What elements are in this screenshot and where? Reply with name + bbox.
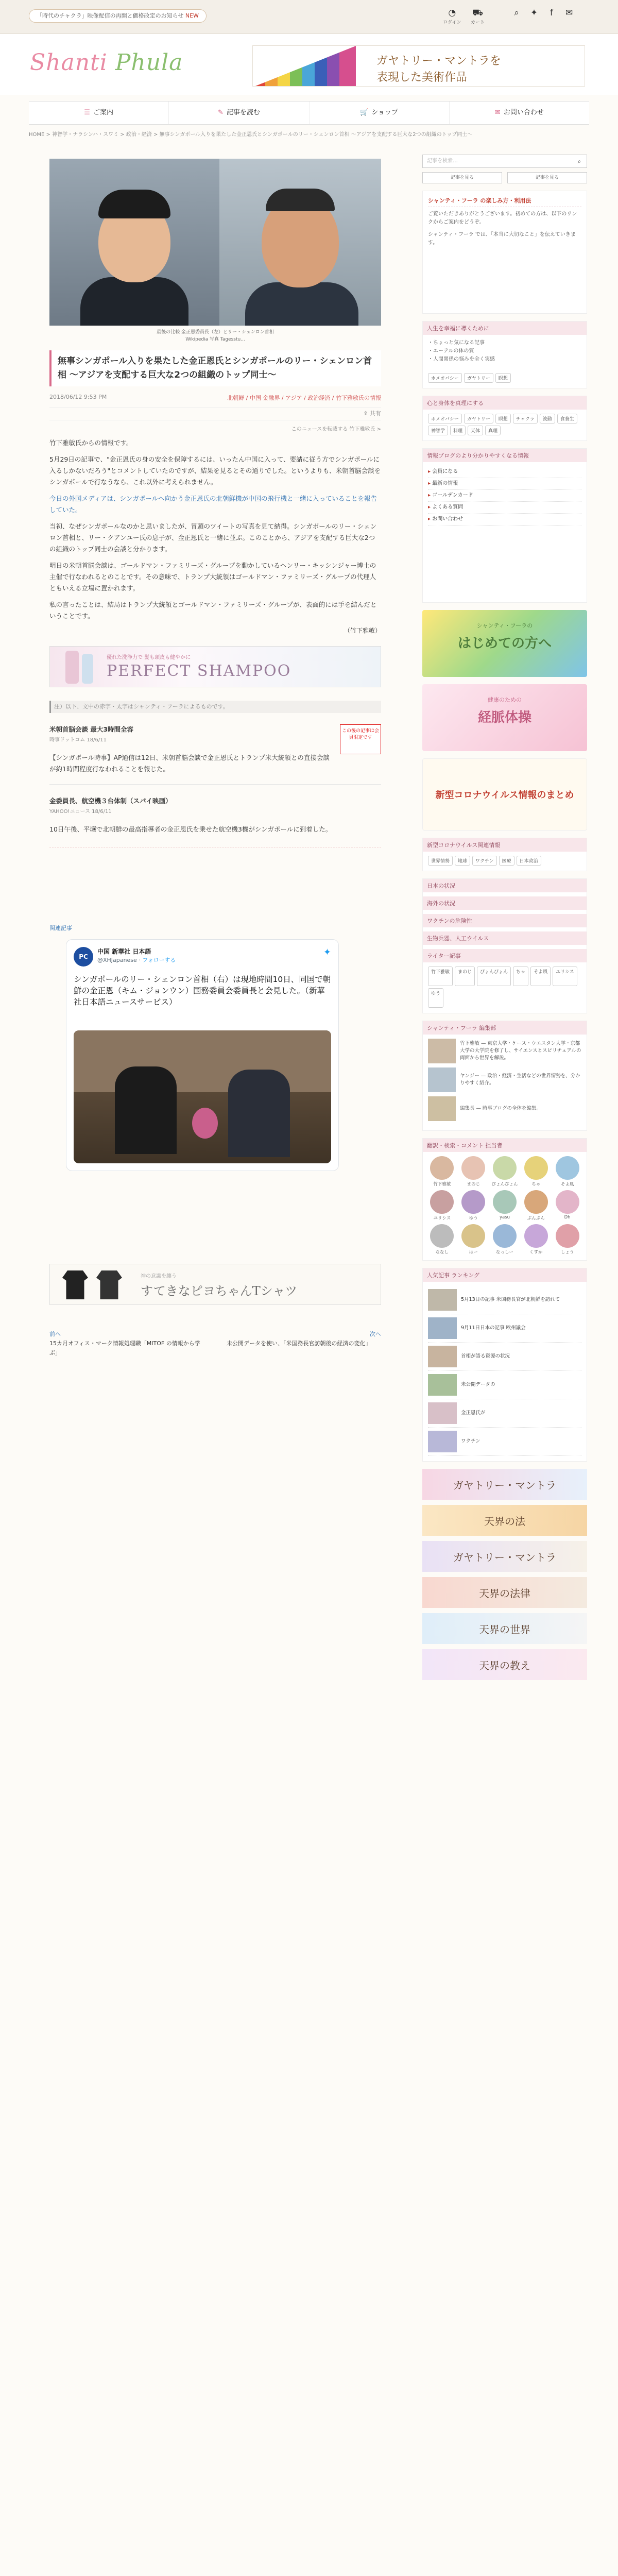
portrait-left <box>49 159 219 326</box>
news-body: 【シンガポール時事】AP通信は12日、米朝首脳会談で金正恩氏とトランプ米大統領との直接会談が約1時間程度行なわれることを報じた。 <box>49 754 330 773</box>
news-body: 10日午後、平壌で北朝鮮の最高指導者の金正恩氏を乗せた航空機3機がシンガポールに到着した。 <box>49 825 332 833</box>
contributor[interactable]: Dh <box>553 1190 581 1221</box>
nav-item-guide[interactable]: ☰ ご案内 <box>29 101 169 124</box>
tag[interactable]: ホメオパシー <box>428 373 462 383</box>
news-source[interactable]: YAHOO!ニュース 18/6/11 <box>49 809 112 815</box>
tag[interactable]: ホメオパシー <box>428 414 462 423</box>
tag[interactable]: まのじ <box>455 967 475 986</box>
contributor[interactable]: 竹下雅敏 <box>428 1156 456 1187</box>
ad-subtitle: 優れた洗浄力で 髪も頭皮も健やかに <box>107 655 191 660</box>
tag[interactable]: 瞑想 <box>495 373 511 383</box>
note-label: 注）以下、文中の赤字・太字はシャンティ・フーラによるものです。 <box>49 701 381 713</box>
ad-title: すてきなピヨちゃんTシャツ <box>141 1284 298 1298</box>
ranking-item[interactable]: 5月13日の記事 米国務長官が北朝鮮を訪れて <box>428 1286 581 1314</box>
banner-strip[interactable]: 天界の世界 <box>422 1613 587 1644</box>
mail-icon: ✉ <box>494 109 501 116</box>
contributor[interactable]: はー <box>459 1224 488 1255</box>
article-meta <box>49 394 381 402</box>
share-icon: ⇪ <box>363 410 370 417</box>
banner-strip[interactable]: 天界の法 <box>422 1505 587 1536</box>
category-item[interactable]: ワクチンの危険性 <box>423 914 587 927</box>
ad-title: PERFECT SHAMPOO <box>107 662 291 680</box>
tweet-text: シンガポールのリー・シェンロン首相（右）は現地時間10日、同国で朝鮮の金正恩（キム・ジョンウン）国務委員会委員長と会見した。（新華社日本語ニュースサービス） <box>74 975 331 1007</box>
sidebar-link[interactable]: ▸ よくある質問 <box>428 502 581 514</box>
intro-box: シャンティ・フーラ の楽しみ方・利用法 ご覧いただきありがとうございます。初めての方は、以下のリンクからご案内をどうぞ。 シャンティ・フーラ では、「本当に大切なこと」を伝えていきます。 <box>422 191 587 314</box>
box-heading: 人気記事 ランキング <box>423 1268 587 1282</box>
tshirt-image <box>96 1270 122 1299</box>
ranking-item[interactable]: 首相が語る資源の状況 <box>428 1343 581 1371</box>
tags-box <box>422 396 587 441</box>
menu-icon: ☰ <box>84 109 90 116</box>
facebook-icon: f <box>550 8 553 18</box>
shampoo-ad-banner[interactable] <box>49 646 381 687</box>
author-sign: （竹下雅敏） <box>344 627 381 634</box>
hero-image <box>49 159 381 326</box>
tag[interactable]: 真理 <box>485 426 501 435</box>
avatar: PC <box>74 947 93 967</box>
article-main <box>49 159 381 1358</box>
contributor[interactable]: yasu <box>491 1190 519 1221</box>
bottle-image <box>65 651 79 684</box>
banner-strip[interactable]: ガヤトリー・マントラ <box>422 1469 587 1500</box>
tweet-author[interactable]: 中国 新華社 日本語 <box>97 948 151 955</box>
sidebar-link[interactable]: ▸ 最新の情報 <box>428 478 581 490</box>
author-item[interactable]: 編集長 — 時事ブログの全体を編集。 <box>428 1096 581 1121</box>
tag[interactable]: ちゃ <box>513 967 528 986</box>
bless-box: 人生を幸福に導くために ・ちょっと気になる記事 ・エーテルの体の質 ・人間関係の悩みを全く実感 ホメオパシー ガヤトリー 瞑想 <box>422 321 587 388</box>
search-input[interactable]: 記事を検索… <box>427 158 458 164</box>
ranking-box <box>422 1268 587 1462</box>
covid-info-ad[interactable]: 新型コロナウイルス情報のまとめ <box>422 758 587 831</box>
news-block <box>49 796 381 835</box>
sidebar-link[interactable]: ▸ お問い合わせ <box>428 514 581 526</box>
banner-strip[interactable]: 天界の教え <box>422 1649 587 1680</box>
tag[interactable]: 食養生 <box>557 414 577 423</box>
category-box <box>422 878 587 1013</box>
category-item[interactable]: ライター記事 <box>423 949 587 962</box>
category-item[interactable]: 海外の状況 <box>423 896 587 910</box>
author-item[interactable]: 竹下雅敏 — 東京大学・ケース・ウエスタン大学・京都大学の大学院を修了し、サイエンスとスピリチュアルの両面から世界を解説。 <box>428 1039 581 1063</box>
tag[interactable]: ゆう <box>428 988 443 1008</box>
contributor[interactable]: まのじ <box>459 1156 488 1187</box>
news-source[interactable]: 時事ドットコム 18/6/11 <box>49 737 107 743</box>
author-photo <box>428 1039 456 1063</box>
contributor[interactable]: ユリシス <box>428 1190 456 1221</box>
mail-icon: ✉ <box>565 8 573 18</box>
cart-icon: 🛒 <box>360 109 369 116</box>
body-paragraph: 5月29日の記事で、"金正恩氏の身の安全を保障するには、いったん中国に入って、要請に従う方でシンガポールに入るしかないだろう"とコメントしていたのですが、結果を見るとその通りでした。というよりも、米朝首脳会談をシンガポールで行なうなら、これ以外に考えられません。 <box>49 455 381 486</box>
article-title: 無事シンガポール入りを果たした金正恩氏とシンガポールのリー・シェンロン首相 ～アジアを支配する巨大な2つの組織のトップ同士～ <box>49 350 381 386</box>
contributor[interactable]: しょう <box>553 1224 581 1255</box>
nav-item-shop[interactable]: 🛒 ショップ <box>310 101 450 124</box>
hero-caption: 最後の比較 金正恩委員長（左）とリー・シェンロン首相 Wikipedia 写真 Tagesstu... <box>157 330 274 342</box>
ranking-item[interactable]: 9月11日日本の記事 欧州議会 <box>428 1314 581 1343</box>
category-item[interactable]: 日本の状況 <box>423 879 587 892</box>
body-paragraph: 今日の外国メディアは、シンガポールへ向かう金正恩氏の北朝鮮機が中国の飛行機と一緒に入っていることを報告していた。 <box>49 495 377 514</box>
divider <box>49 784 381 785</box>
intro-text: 竹下雅敏氏からの情報です。 <box>49 439 133 447</box>
mail-button[interactable] <box>562 7 576 19</box>
tshirt-image <box>62 1270 88 1299</box>
search-box[interactable] <box>422 155 587 168</box>
box-heading: 人生を幸福に導くために <box>423 321 587 335</box>
sidebar-link[interactable]: ▸ 会員になる <box>428 466 581 478</box>
tag[interactable]: ガヤトリー <box>464 414 493 423</box>
tweet-photo[interactable] <box>74 1030 331 1163</box>
contributor[interactable]: ゆう <box>459 1190 488 1221</box>
bottle-image <box>82 654 93 684</box>
user-icon: ◔ <box>448 8 456 18</box>
breadcrumb[interactable]: HOME > 神智学・ナラシンハ・スワミ > 政治・経済 > 無事シンガポール入りを果たした金正恩氏とシンガポールのリー・シェンロン首相 ～アジアを支配する巨大な2つの組織のトップ同士～ <box>29 132 473 138</box>
article-tags[interactable]: 北朝鮮 / 中国 金融界 / アジア / 政治経済 / 竹下雅敏氏の情報 <box>227 395 381 401</box>
red-highlight <box>49 848 381 909</box>
share-bar[interactable]: ⇪ 共有 <box>49 407 381 420</box>
covid-links-box <box>422 838 587 871</box>
box-heading: 新型コロナウイルス関連情報 <box>423 838 587 852</box>
tweet-handle: @XHJapanese · フォローする <box>97 957 176 963</box>
ranking-item[interactable]: 金正恩氏が <box>428 1399 581 1428</box>
box-heading: 情報ブログのより分かりやすくなる情報 <box>423 449 587 462</box>
members-only-notice: この後の記事は会員限定です <box>340 724 381 754</box>
authors-box <box>422 1021 587 1131</box>
pen-icon: ✎ <box>217 109 224 116</box>
box-heading: シャンティ・フーラ 編集部 <box>423 1021 587 1035</box>
embedded-tweet[interactable] <box>66 939 339 1171</box>
view-articles-button[interactable]: 記事を見る <box>507 172 587 183</box>
cart-icon: ⛟ <box>472 8 484 18</box>
banner-strip[interactable]: ガヤトリー・マントラ <box>422 1541 587 1572</box>
prev-article-link[interactable]: 前へ 15カ月オフィス・マーク情報処理職「MITOF の情報から学ぶ」 <box>49 1331 200 1356</box>
login-label: ログイン <box>443 20 461 25</box>
author-item[interactable]: ヤンジー — 政治・経済・生活などの世界情勢を、分かりやすく紹介。 <box>428 1067 581 1092</box>
related-label[interactable]: 関連記事 <box>49 925 72 931</box>
tag[interactable]: 天体 <box>468 426 483 435</box>
twitter-button[interactable] <box>527 7 541 19</box>
tag[interactable]: そよ風 <box>530 967 551 986</box>
tag[interactable]: 竹下雅敏 <box>428 967 453 986</box>
tag[interactable]: ガヤトリー <box>464 373 493 383</box>
tag[interactable]: 地球 <box>455 856 470 866</box>
contributor[interactable]: ななし <box>428 1224 456 1255</box>
contributor[interactable]: そよ風 <box>553 1156 581 1187</box>
facebook-button[interactable] <box>545 7 558 19</box>
twitter-bird-icon: ✦ <box>323 947 331 958</box>
repost-link[interactable]: このニュースを転載する 竹下雅敏氏 > <box>291 427 381 432</box>
news-title[interactable]: 米朝首脳会談 最大3時間全容 <box>49 725 134 733</box>
rainbow-rays-decoration <box>253 46 356 87</box>
first-visit-ad[interactable]: シャンティ・フーラの はじめての方へ <box>422 610 587 677</box>
author-photo <box>428 1067 456 1092</box>
contributors-box <box>422 1138 587 1261</box>
tag[interactable]: 料理 <box>450 426 466 435</box>
search-icon: ⌕ <box>514 8 519 18</box>
tshirt-ad-banner[interactable] <box>49 1264 381 1305</box>
portrait-right <box>219 159 381 326</box>
box-heading: シャンティ・フーラ の楽しみ方・利用法 <box>428 196 581 207</box>
author-photo <box>428 1096 456 1121</box>
login-button[interactable] <box>443 7 461 25</box>
howto-box <box>422 448 587 603</box>
site-logo[interactable]: Shanti Phula <box>30 49 183 76</box>
announcement-pill[interactable] <box>29 9 207 23</box>
contributor[interactable]: ちゃ <box>522 1156 550 1187</box>
tag[interactable]: 神智学 <box>428 426 448 435</box>
nav-item-contact[interactable]: ✉ お問い合わせ <box>494 109 544 116</box>
tag[interactable]: チャクラ <box>513 414 538 423</box>
announcement-link[interactable]: NEW <box>185 12 199 19</box>
view-articles-button[interactable]: 記事を見る <box>422 172 502 183</box>
contributor[interactable]: ぴょんぴょん <box>491 1156 519 1187</box>
contributor[interactable]: なっしー <box>491 1224 519 1255</box>
contributor[interactable]: ぶんぶん <box>522 1190 550 1221</box>
tag[interactable]: 世界情勢 <box>428 856 453 866</box>
cart-label: カート <box>471 20 485 25</box>
site-header <box>0 34 618 95</box>
ad-subtitle: 神の意識を纏う <box>141 1274 177 1279</box>
tag[interactable]: 波動 <box>540 414 555 423</box>
category-item[interactable]: 生物兵器、人工ウイルス <box>423 931 587 945</box>
tag[interactable]: 瞑想 <box>495 414 511 423</box>
next-article-link[interactable]: 次へ 未公開データを使い、「米国務長官訪朝後の経済の変化」 <box>227 1331 381 1347</box>
follow-button[interactable]: フォローする <box>142 957 176 963</box>
banner-line-2: 表現した美術作品 <box>376 71 468 84</box>
cart-button[interactable] <box>471 7 485 25</box>
header-banner-ad[interactable] <box>252 45 585 87</box>
nav-item-articles[interactable]: ✎ 記事を読む <box>169 101 309 124</box>
ranking-item[interactable]: 未公開データの <box>428 1371 581 1399</box>
box-heading: 心と身体を真理にする <box>423 396 587 410</box>
news-block <box>49 724 381 775</box>
tag[interactable]: ぴょんぴょん <box>477 967 511 986</box>
tag[interactable]: 日本政治 <box>517 856 541 866</box>
body-paragraph: 当初、なぜシンガポールなのかと思いましたが、冒頭のツイートの写真を見て納得。シンガポールのリー・シェンロン首相と、リー・クアンユー氏の息子が、金正恩氏と一緒に並ぶ。このことから、アジアを支配する巨大な2つの組織のトップ同士の会談と分かります。 <box>49 522 377 553</box>
search-icon[interactable]: ⌕ <box>577 158 581 165</box>
sidebar-link[interactable]: ▸ ゴールデンカード <box>428 490 581 502</box>
tag[interactable]: 医療 <box>499 856 514 866</box>
announcement-text: 「時代のチャクラ」映像配信の再開と価格改定のお知らせ <box>37 12 184 19</box>
news-title[interactable]: 金委員長、航空機３台体制（スパイ映画） <box>49 797 172 805</box>
exercise-ad[interactable]: 健康のための 経脈体操 <box>422 684 587 751</box>
banner-line-1: ガヤトリー・マントラを <box>376 55 502 67</box>
body-paragraph: 私の言ったことは、結局はトランプ大統領とゴールドマン・ファミリーズ・グループが、表面的には手を結んだということです。 <box>49 601 377 620</box>
banner-strip[interactable]: 天界の法律 <box>422 1577 587 1608</box>
contributor[interactable]: くすか <box>522 1224 550 1255</box>
body-paragraph: 明日の米朝首脳会談は、ゴールドマン・ファミリーズ・グループを動かしているヘンリー・キッシンジャー博士の主催で行なわれるとのことです。その意味で、トランプ大統領はゴールドマン・ファミリーズ・グループの代理人ともいえる立場に置かれます。 <box>49 562 376 592</box>
box-heading: 翻訳・検索・コメント 担当者 <box>423 1139 587 1152</box>
sidebar <box>422 155 587 1685</box>
global-nav <box>29 101 589 125</box>
tag[interactable]: ワクチン <box>472 856 497 866</box>
top-bar <box>0 0 618 34</box>
prev-next-nav <box>49 1330 381 1358</box>
bird-icon: ✦ <box>530 8 538 18</box>
tag[interactable]: ユリシス <box>553 967 577 986</box>
search-button[interactable] <box>510 7 523 19</box>
ranking-item[interactable]: ワクチン <box>428 1428 581 1456</box>
article-date: 2018/06/12 9:53 PM <box>49 394 107 400</box>
